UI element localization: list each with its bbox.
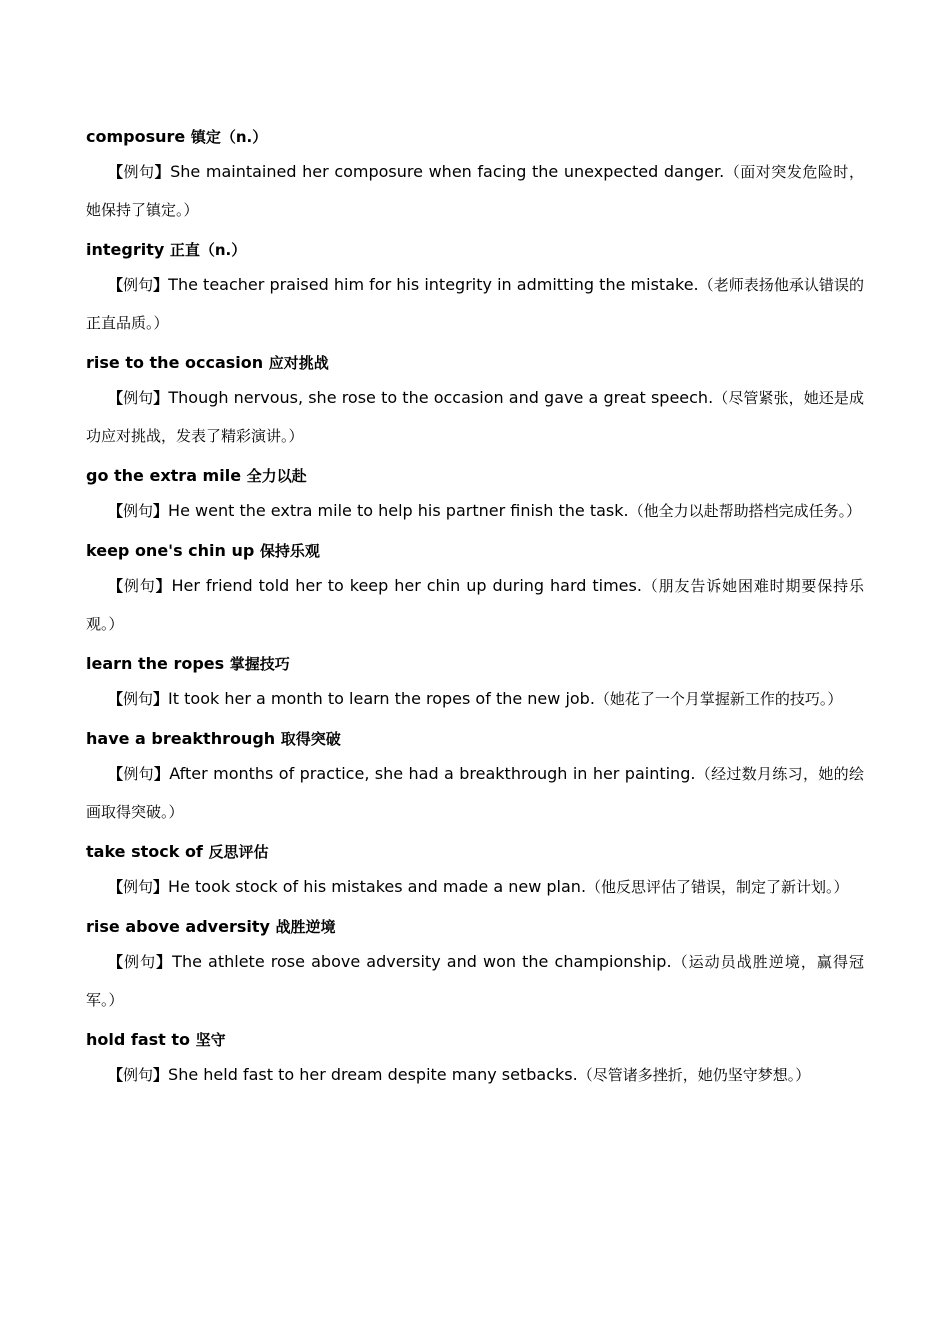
vocab-entry bbox=[86, 463, 864, 530]
example-chinese: （朋友告诉她困难时期要保持乐观。） bbox=[86, 577, 864, 633]
term-gloss: 坚守 bbox=[195, 1031, 226, 1049]
term-heading bbox=[86, 463, 864, 489]
term-heading bbox=[86, 651, 864, 677]
vocab-entry bbox=[86, 839, 864, 906]
example-chinese: （运动员战胜逆境，赢得冠军。） bbox=[86, 953, 864, 1009]
example-tag: 【例句】 bbox=[108, 953, 173, 971]
vocab-entry bbox=[86, 237, 864, 342]
term: integrity bbox=[86, 240, 165, 259]
example-tag: 【例句】 bbox=[108, 163, 171, 181]
vocab-entry bbox=[86, 1027, 864, 1094]
term-heading bbox=[86, 237, 864, 263]
vocab-entry bbox=[86, 538, 864, 643]
example-sentence bbox=[86, 868, 864, 906]
term-gloss: 战胜逆境 bbox=[275, 918, 336, 936]
example-chinese: （他反思评估了错误，制定了新计划。） bbox=[586, 878, 849, 896]
vocab-entry bbox=[86, 914, 864, 1019]
example-chinese: （尽管诸多挫折，她仍坚守梦想。） bbox=[577, 1066, 811, 1084]
term-heading bbox=[86, 538, 864, 564]
example-tag: 【例句】 bbox=[108, 878, 169, 896]
example-sentence bbox=[86, 1056, 864, 1094]
example-english: The athlete rose above adversity and won the championship. bbox=[172, 952, 672, 971]
term-gloss: 反思评估 bbox=[208, 843, 269, 861]
example-tag: 【例句】 bbox=[108, 1066, 169, 1084]
example-english: After months of practice, she had a breakthrough in her painting. bbox=[169, 764, 696, 783]
example-english: He went the extra mile to help his partner finish the task. bbox=[168, 501, 629, 520]
example-chinese: （老师表扬他承认错误的正直品质。） bbox=[86, 276, 864, 332]
term-gloss: 正直（n.） bbox=[169, 241, 247, 259]
example-sentence bbox=[86, 943, 864, 1019]
term: go the extra mile bbox=[86, 466, 242, 485]
example-chinese: （尽管紧张，她还是成功应对挑战，发表了精彩演讲。） bbox=[86, 389, 864, 445]
term-gloss: 应对挑战 bbox=[268, 354, 329, 372]
term-gloss: 全力以赴 bbox=[246, 467, 307, 485]
example-sentence bbox=[86, 680, 864, 718]
example-sentence bbox=[86, 567, 864, 643]
example-chinese: （她花了一个月掌握新工作的技巧。） bbox=[594, 690, 843, 708]
term-heading bbox=[86, 350, 864, 376]
vocabulary-list bbox=[86, 124, 864, 1102]
example-english: It took her a month to learn the ropes of the new job. bbox=[168, 689, 595, 708]
term: rise above adversity bbox=[86, 917, 270, 936]
example-sentence bbox=[86, 492, 864, 530]
term-heading bbox=[86, 914, 864, 940]
vocab-entry bbox=[86, 350, 864, 455]
term: learn the ropes bbox=[86, 654, 225, 673]
term-heading bbox=[86, 839, 864, 865]
term-heading bbox=[86, 1027, 864, 1053]
example-sentence bbox=[86, 153, 864, 229]
term-gloss: 取得突破 bbox=[280, 730, 341, 748]
vocab-entry bbox=[86, 651, 864, 718]
vocab-entry bbox=[86, 124, 864, 229]
term-gloss: 保持乐观 bbox=[259, 542, 320, 560]
example-english: Though nervous, she rose to the occasion and gave a great speech. bbox=[168, 388, 714, 407]
vocab-entry bbox=[86, 726, 864, 831]
example-english: She held fast to her dream despite many setbacks. bbox=[168, 1065, 578, 1084]
example-sentence bbox=[86, 755, 864, 831]
term: hold fast to bbox=[86, 1030, 191, 1049]
term-heading bbox=[86, 124, 864, 150]
term: keep one's chin up bbox=[86, 541, 255, 560]
example-english: She maintained her composure when facing the unexpected danger. bbox=[170, 162, 725, 181]
example-tag: 【例句】 bbox=[108, 765, 170, 783]
example-sentence bbox=[86, 266, 864, 342]
term: rise to the occasion bbox=[86, 353, 264, 372]
example-english: Her friend told her to keep her chin up during hard times. bbox=[171, 576, 642, 595]
example-tag: 【例句】 bbox=[108, 276, 169, 294]
example-tag: 【例句】 bbox=[108, 690, 169, 708]
term-heading bbox=[86, 726, 864, 752]
example-chinese: （面对突发危险时，她保持了镇定。） bbox=[86, 163, 864, 219]
example-sentence bbox=[86, 379, 864, 455]
term-gloss: 掌握技巧 bbox=[229, 655, 290, 673]
example-english: He took stock of his mistakes and made a new plan. bbox=[168, 877, 587, 896]
term: have a breakthrough bbox=[86, 729, 276, 748]
example-chinese: （他全力以赴帮助搭档完成任务。） bbox=[628, 502, 862, 520]
term: take stock of bbox=[86, 842, 203, 861]
example-chinese: （经过数月练习，她的绘画取得突破。） bbox=[86, 765, 864, 821]
term-gloss: 镇定（n.） bbox=[190, 128, 268, 146]
example-english: The teacher praised him for his integrity in admitting the mistake. bbox=[168, 275, 699, 294]
example-tag: 【例句】 bbox=[108, 389, 169, 407]
term: composure bbox=[86, 127, 186, 146]
example-tag: 【例句】 bbox=[108, 502, 169, 520]
example-tag: 【例句】 bbox=[108, 577, 172, 595]
